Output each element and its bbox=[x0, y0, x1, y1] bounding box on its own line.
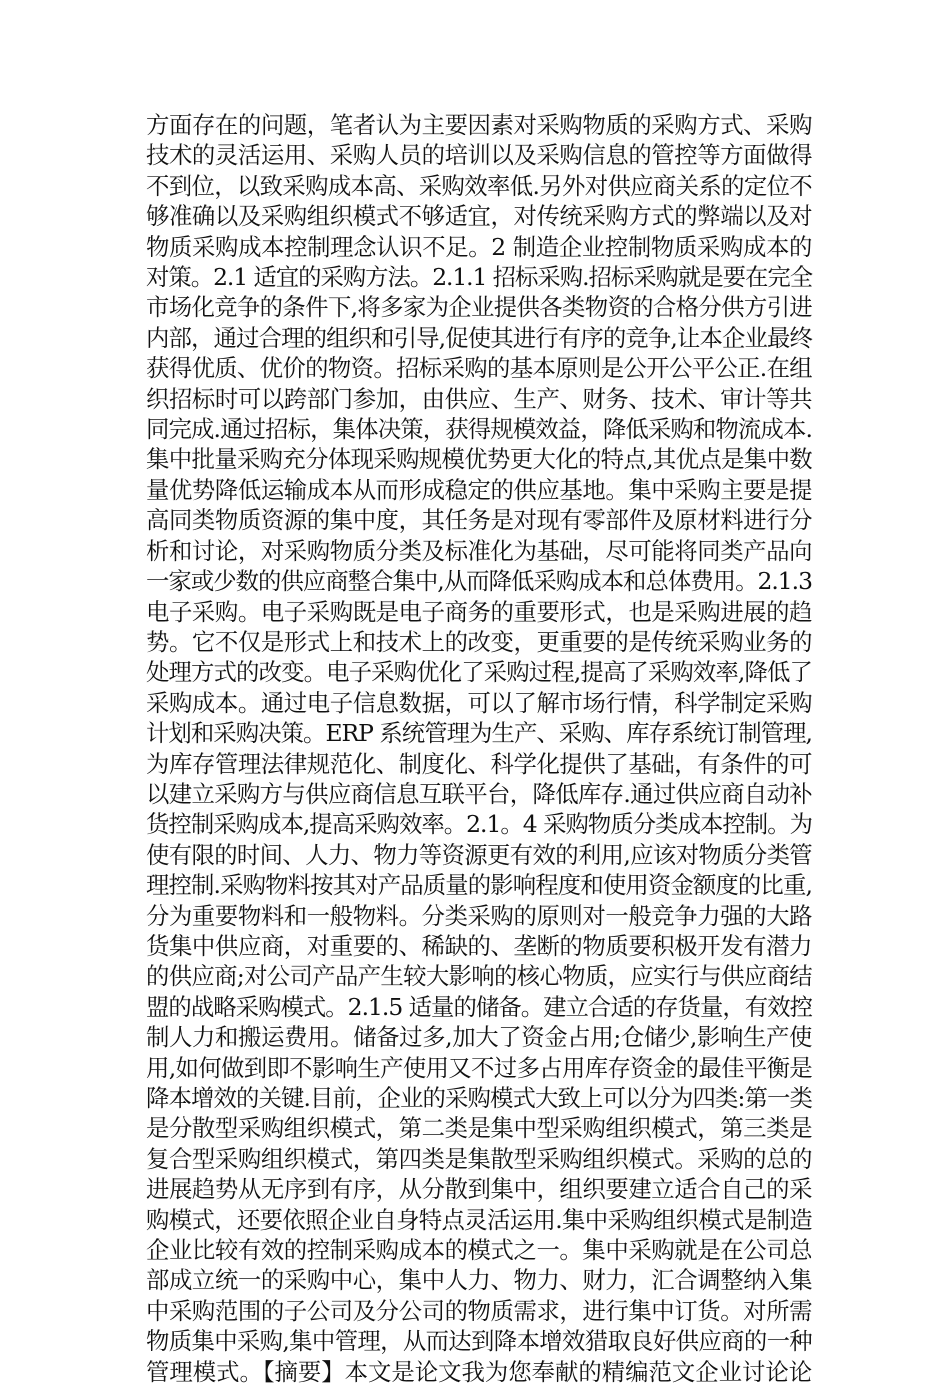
text-line: 分为重要物料和一般物料。分类采购的原则对一般竞争力强的大路 bbox=[146, 901, 812, 930]
text-line: 处理方式的改变。电子采购优化了采购过程,提高了采购效率,降低了 bbox=[146, 658, 812, 687]
text-line: 企业比较有效的控制采购成本的模式之一。集中采购就是在公司总 bbox=[146, 1236, 812, 1265]
text-line: 对策。2.1 适宜的采购方法。2.1.1 招标采购.招标采购就是要在完全 bbox=[146, 263, 812, 292]
text-line: 理控制.采购物料按其对产品质量的影响程度和使用资金额度的比重, bbox=[146, 871, 812, 900]
text-line: 物质集中采购,集中管理，从而达到降本增效猎取良好供应商的一种 bbox=[146, 1327, 812, 1356]
text-line: 方面存在的问题，笔者认为主要因素对采购物质的采购方式、采购 bbox=[146, 111, 812, 139]
text-line: 以建立采购方与供应商信息互联平台，降低库存.通过供应商自动补 bbox=[146, 779, 812, 808]
text-line: 够准确以及采购组织模式不够适宜，对传统采购方式的弊端以及对 bbox=[146, 202, 812, 231]
text-line: 进展趋势从无序到有序，从分散到集中，组织要建立适合自己的采 bbox=[146, 1175, 812, 1204]
text-line: 析和讨论，对采购物质分类及标准化为基础，尽可能将同类产品向 bbox=[146, 536, 812, 565]
text-line: 势。它不仅是形式上和技术上的改变，更重要的是传统采购业务的 bbox=[146, 627, 812, 656]
text-line: 的供应商;对公司产品产生较大影响的核心物质，应实行与供应商结 bbox=[146, 962, 812, 991]
body-paragraph bbox=[146, 110, 812, 1387]
text-line: 货集中供应商，对重要的、稀缺的、垄断的物质要积极开发有潜力 bbox=[146, 931, 812, 960]
text-line: 盟的战略采购模式。2.1.5 适量的储备。建立合适的存货量，有效控 bbox=[146, 992, 812, 1021]
text-line: 管理模式。【摘要】本文是论文我为您奉献的精编范文企业讨论论 bbox=[146, 1357, 812, 1386]
text-line: 高同类物质资源的集中度，其任务是对现有零部件及原材料进行分 bbox=[146, 506, 812, 535]
text-line: 计划和采购决策。ERP 系统管理为生产、采购、库存系统订制管理, bbox=[146, 719, 812, 748]
text-line: 量优势降低运输成本从而形成稳定的供应基地。集中采购主要是提 bbox=[146, 475, 812, 504]
text-line: 购模式，还要依照企业自身特点灵活运用.集中采购组织模式是制造 bbox=[146, 1205, 812, 1234]
text-line: 部成立统一的采购中心，集中人力、物力、财力，汇合调整纳入集 bbox=[146, 1266, 812, 1295]
text-line: 降本增效的关键.目前，企业的采购模式大致上可以分为四类:第一类 bbox=[146, 1084, 812, 1112]
text-line: 采购成本。通过电子信息数据，可以了解市场行情，科学制定采购 bbox=[146, 688, 812, 717]
text-line: 织招标时可以跨部门参加，由供应、生产、财务、技术、审计等共 bbox=[146, 384, 812, 413]
text-line: 同完成.通过招标，集体决策，获得规模效益，降低采购和物流成本. bbox=[146, 415, 812, 444]
text-line: 一家或少数的供应商整合集中,从而降低采购成本和总体费用。2.1.3 bbox=[146, 567, 812, 596]
text-line: 为库存管理法律规范化、制度化、科学化提供了基础，有条件的可 bbox=[146, 749, 812, 778]
text-line: 货控制采购成本,提高采购效率。2.1。4 采购物质分类成本控制。为 bbox=[146, 810, 812, 839]
text-line: 复合型采购组织模式，第四类是集散型采购组织模式。采购的总的 bbox=[146, 1144, 812, 1173]
text-line: 物质采购成本控制理念认识不足。2 制造企业控制物质采购成本的 bbox=[146, 232, 812, 261]
text-line: 是分散型采购组织模式，第二类是集中型采购组织模式，第三类是 bbox=[146, 1114, 812, 1143]
text-line: 用,如何做到即不影响生产使用又不过多占用库存资金的最佳平衡是 bbox=[146, 1053, 812, 1082]
text-line: 不到位，以致采购成本高、采购效率低.另外对供应商关系的定位不 bbox=[146, 171, 812, 200]
text-line: 集中批量采购充分体现采购规模优势更大化的特点,其优点是集中数 bbox=[146, 445, 812, 474]
text-line: 使有限的时间、人力、物力等资源更有效的利用,应该对物质分类管 bbox=[146, 840, 812, 869]
text-line: 市场化竞争的条件下,将多家为企业提供各类物资的合格分供方引进 bbox=[146, 293, 812, 322]
text-line: 制人力和搬运费用。储备过多,加大了资金占用;仓储少,影响生产使 bbox=[146, 1023, 812, 1052]
text-line: 中采购范围的子公司及分公司的物质需求，进行集中订货。对所需 bbox=[146, 1296, 812, 1325]
text-line: 获得优质、优价的物资。招标采购的基本原则是公开公平公正.在组 bbox=[146, 354, 812, 383]
text-line: 内部，通过合理的组织和引导,促使其进行有序的竞争,让本企业最终 bbox=[146, 323, 812, 352]
text-line: 技术的灵活运用、采购人员的培训以及采购信息的管控等方面做得 bbox=[146, 141, 812, 170]
text-line: 电子采购。电子采购既是电子商务的重要形式，也是采购进展的趋 bbox=[146, 597, 812, 626]
